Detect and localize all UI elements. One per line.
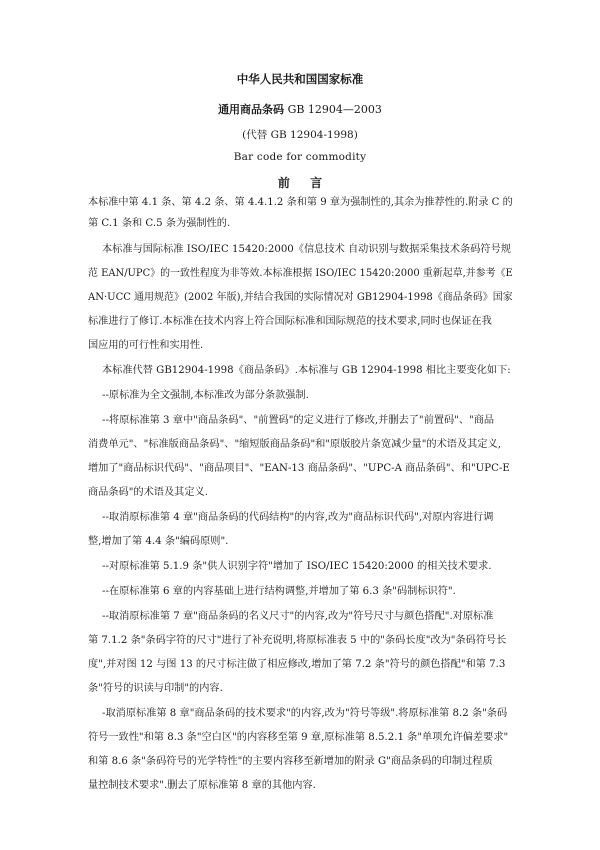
document-code: GB 12904—2003 [287,103,382,116]
text-line: --对原标准第 5.1.9 条"供人识别字符"增加了 ISO/IEC 15420:2000 的相关技术要求. [102,561,492,572]
text-line: 标准进行了修订.本标准在技术内容上符合国际标准和国际规范的技术要求,同时也保证在我 [88,316,492,327]
text-line: --取消原标准第 4 章"商品条码的代码结构"的内容,改为"商品标识代码",对原内容进行调 [102,512,494,523]
text-line: 度",并对图 12 与图 13 的尺寸标注做了相应修改,增加了第 7.2 条"符号的颜色搭配"和第 7.3 [88,659,506,670]
text-line: 国应用的可行性和实用性. [88,340,204,351]
text-line: 第 7.1.2 条"条码字符的尺寸"进行了补充说明,将原标准表 5 中的"条码长度"改为"条码符号长 [88,635,507,646]
text-line: --在原标准第 6 章的内容基础上进行结构调整,并增加了第 6.3 条"码制标识符". [102,586,456,597]
english-title: Bar code for commodity [233,151,367,163]
replaces-note: (代替 GB 12904-1998) [242,129,358,141]
text-line: 本标准与国际标准 ISO/IEC 15420:2000《信息技术 自动识别与数据采集技术条码符号规 [102,244,511,255]
standard-title: 中华人民共和国国家标准 [236,72,364,86]
text-line: 和第 8.6 条"条码符号的光学特性"的主要内容移至新增加的附录 G"商品条码的印制过程质 [88,756,493,767]
text-line: 本标准中第 4.1 条、第 4.2 条、第 4.4.1.2 条和第 9 章为强制性的,其余为推荐性的.附录 C 的 [88,197,513,208]
text-line: -取消原标准第 8 章"商品条码的技术要求"的内容,改为"符号等级".将原标准第 8.2 条"条码 [102,708,508,719]
text-line: --原标准为全文强制,本标准改为部分条款强制. [102,390,309,401]
text-line: --将原标准第 3 章中"商品条码"、"前置码"的定义进行了修改,并删去了"前置码"、"商品 [102,415,495,426]
text-line: --取消原标准第 7 章"商品条码的名义尺寸"的内容,改为"符号尺寸与颜色搭配".对原标准 [102,611,494,622]
text-line: 本标准代替 GB12904-1998《商品条码》.本标准与 GB 12904-1998 相比主要变化如下: [102,365,511,376]
text-line: AN·UCC 通用规范》(2002 年版),并结合我国的实际情况对 GB12904-1998《商品条码》国家 [88,292,513,303]
text-line: 整,增加了第 4.4 条"编码原则". [88,536,229,547]
foreword-heading: 前 言 [277,176,331,190]
text-line: 量控制技术要求".删去了原标准第 8 章的其他内容. [88,780,316,791]
text-line: 商品条码"的术语及其定义. [88,487,208,498]
text-line: 第 C.1 条和 C.5 条为强制性的. [88,218,231,229]
document-title [0,101,600,117]
text-line: 符号一致性"和第 8.3 条"空白区"的内容移至第 9 章,原标准第 8.5.2.1 条"单项允许偏差要求" [88,732,509,743]
document-title-cn: 通用商品条码 [218,103,285,116]
text-line: 范 EAN/UPC》的一致性程度为非等效.本标准根据 ISO/IEC 15420:2000 重新起草,并参考《E [88,268,513,279]
text-line: 消费单元"、"标准版商品条码"、"缩短版商品条码"和"原版胶片条宽减少量"的术语及其定义, [88,439,501,450]
text-line: 增加了"商品标识代码"、"商品项目"、"EAN-13 商品条码"、"UPC-A 商品条码"、和"UPC-E [88,463,510,474]
text-line: 条"符号的识读与印制"的内容. [88,683,223,694]
